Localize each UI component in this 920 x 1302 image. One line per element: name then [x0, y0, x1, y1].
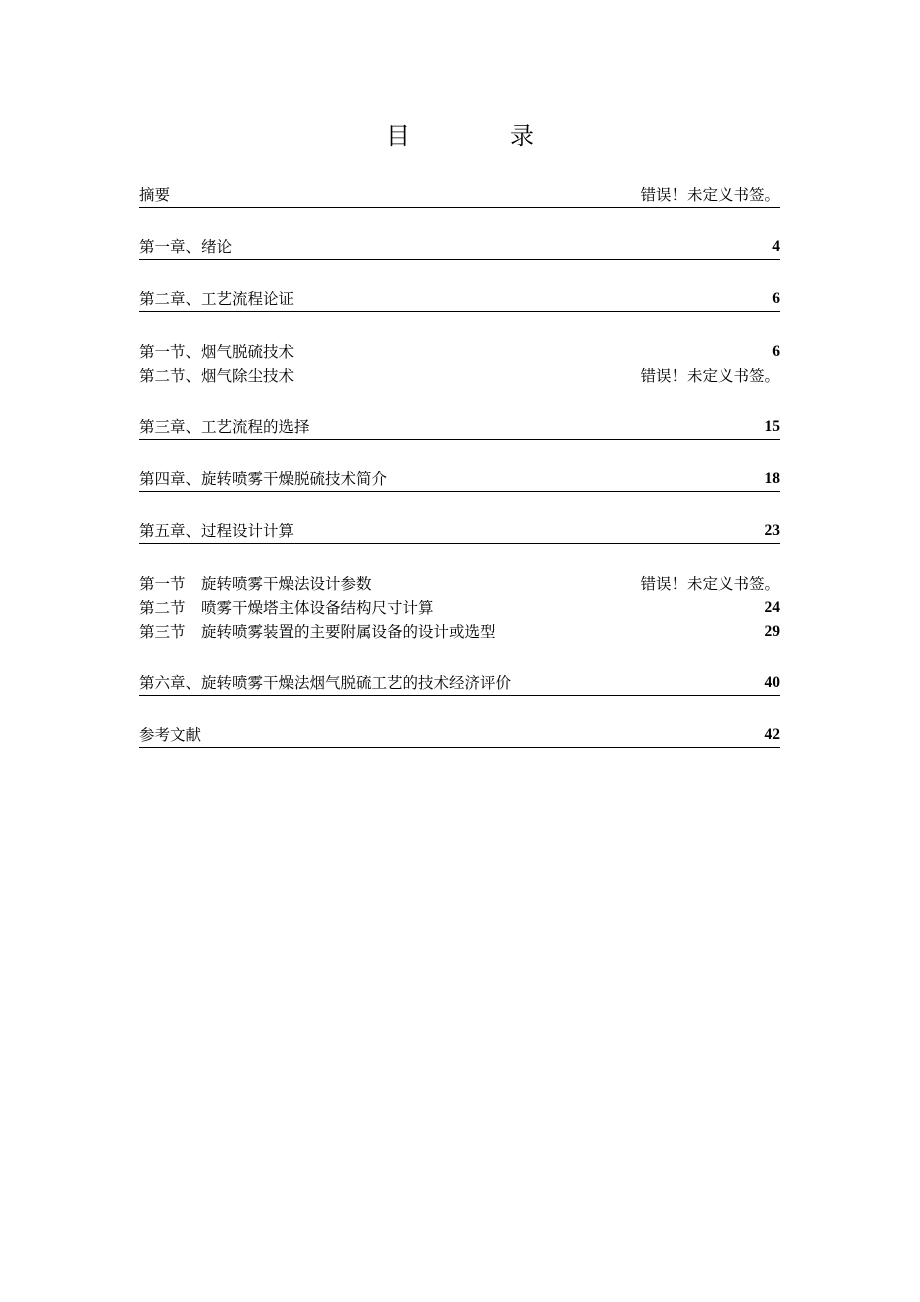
toc-entry-label: 第二节、烟气除尘技术	[139, 367, 295, 385]
toc-entry-chapter-5-section-1[interactable]	[139, 572, 780, 596]
toc-entry-page: 15	[764, 418, 780, 435]
toc-entry-chapter-5-section-3[interactable]	[139, 620, 780, 644]
toc-entry-label: 第五章、过程设计计算	[139, 522, 295, 540]
toc-entry-page: 6	[772, 290, 780, 307]
toc-entry-chapter-2-section-2[interactable]	[139, 364, 780, 388]
toc-entry-label: 参考文献	[139, 726, 202, 744]
toc-entry-page: 错误！未定义书签。	[640, 367, 780, 385]
toc-entry-chapter-2-section-1[interactable]	[139, 340, 780, 364]
toc-entry-label: 第三节 旋转喷雾装置的主要附属设备的设计或选型	[139, 623, 496, 641]
toc-entry-chapter-6[interactable]	[139, 672, 780, 696]
toc-entry-label: 第三章、工艺流程的选择	[139, 418, 310, 436]
toc-entry-page: 错误！未定义书签。	[640, 575, 780, 593]
toc-entry-page: 23	[764, 522, 780, 539]
toc-entry-page: 18	[764, 470, 780, 487]
toc-entry-label: 第六章、旋转喷雾干燥法烟气脱硫工艺的技术经济评价	[139, 674, 512, 692]
toc-entry-label: 第一节、烟气脱硫技术	[139, 343, 295, 361]
toc-entry-page: 6	[772, 343, 780, 360]
toc-entry-references[interactable]	[139, 724, 780, 748]
toc-entry-chapter-4[interactable]	[139, 468, 780, 492]
toc-entry-chapter-2[interactable]	[139, 288, 780, 312]
toc-entry-page: 错误！未定义书签。	[640, 186, 780, 204]
toc-entry-page: 29	[764, 623, 780, 640]
toc-entry-label: 第一节 旋转喷雾干燥法设计参数	[139, 575, 372, 593]
toc-entry-page: 24	[764, 599, 780, 616]
toc-entry-chapter-3[interactable]	[139, 416, 780, 440]
toc-entry-label: 第一章、绪论	[139, 238, 233, 256]
toc-entry-chapter-5-section-2[interactable]	[139, 596, 780, 620]
toc-entry-chapter-1[interactable]	[139, 236, 780, 260]
toc-entry-page: 40	[764, 674, 780, 691]
toc-entry-label: 第四章、旋转喷雾干燥脱硫技术简介	[139, 470, 388, 488]
toc-entry-label: 摘要	[139, 186, 171, 204]
table-of-contents	[139, 184, 780, 748]
toc-title: 目 录	[386, 122, 572, 150]
toc-entry-page: 4	[772, 238, 780, 255]
toc-entry-page: 42	[764, 726, 780, 743]
toc-entry-label: 第二节 喷雾干燥塔主体设备结构尺寸计算	[139, 599, 434, 617]
toc-entry-chapter-5[interactable]	[139, 520, 780, 544]
toc-entry-label: 第二章、工艺流程论证	[139, 290, 295, 308]
toc-entry-abstract[interactable]	[139, 184, 780, 208]
